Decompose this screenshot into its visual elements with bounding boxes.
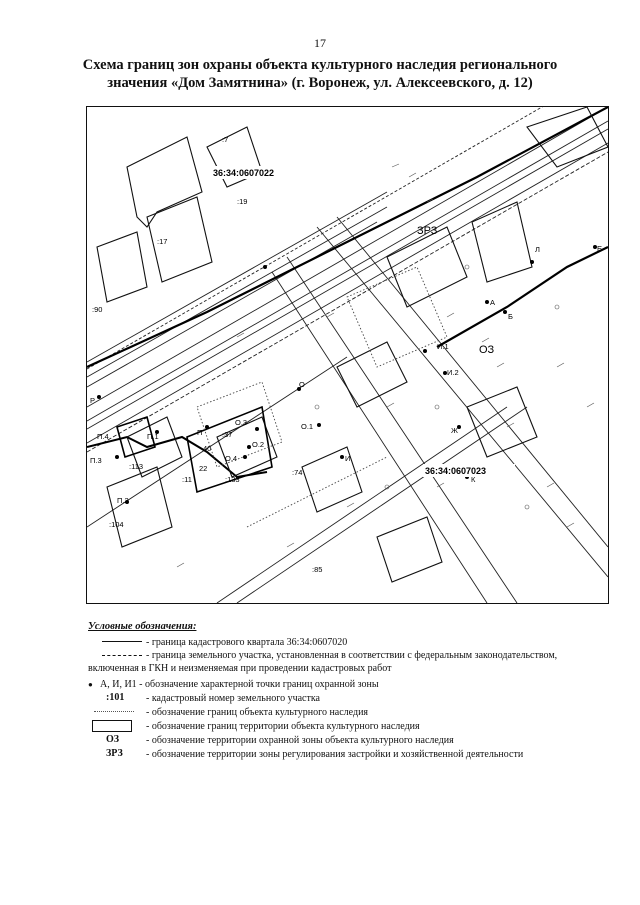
legend-text: - граница земельного участка, установленная в соответствии с федеральным законодательством, включенная в ГКН и неизменяемая при проведении кадастровых работ [88, 650, 558, 674]
parcel-label-85: :85 [312, 565, 323, 574]
street-band-middle [87, 192, 387, 387]
box-symbol [88, 719, 146, 733]
parcel-label-37: :37 [222, 430, 233, 439]
point-label-i2: И.2 [447, 368, 459, 377]
quarter-label-bottom: 36:34:0607023 [425, 466, 487, 476]
map-legend [88, 620, 608, 761]
legend-title: Условные обозначения: [88, 621, 197, 632]
point-label-p2: П.2 [117, 496, 129, 505]
legend-text: - обозначение границ объекта культурного наследия [146, 706, 369, 718]
title-line-2: значения «Дом Замятнина» (г. Воронеж, ул. Алексеевского, д. 12) [107, 75, 533, 91]
parcel-label-22: 22 [199, 464, 208, 473]
zone-label-zrz: ЗРЗ [417, 225, 438, 237]
legend-item-cadastral-number [88, 691, 608, 705]
boundary-points [97, 245, 597, 504]
dotted-line-symbol [88, 705, 146, 719]
legend-item-oz [88, 733, 608, 747]
quarter-boundary-2 [437, 247, 608, 347]
parcel-label-40: 40 [203, 444, 212, 453]
point-symbol: ● [88, 679, 93, 689]
parcel-label-90: :90 [92, 305, 103, 314]
point-label-i1: И.1 [437, 342, 449, 351]
point-label-p1: П.1 [147, 432, 159, 441]
point-label-a: А [490, 298, 496, 307]
quarter-label-top: 36:34:0607022 [213, 168, 275, 178]
solid-line-symbol [88, 635, 146, 649]
point-label-o4: О.4 [225, 454, 238, 463]
point-label-e: Е [597, 244, 603, 253]
legend-item-points [88, 677, 608, 691]
point-label-i: И [345, 454, 351, 463]
point-label-p3: П.3 [90, 456, 102, 465]
legend-text: - граница кадастрового квартала 36:34:0607020 [146, 636, 348, 648]
street-band-lower [87, 357, 527, 603]
point-label-o2: О.2 [252, 440, 265, 449]
parcel-label-133: :133 [225, 475, 240, 484]
legend-text: - обозначение территории зоны регулирования застройки и хозяйственной деятельности [146, 748, 524, 760]
parcel-label-11: :11 [182, 475, 192, 484]
code-symbol: :101 [106, 692, 125, 703]
parcel-label-17: :17 [157, 237, 168, 246]
code-symbol: ОЗ [106, 734, 120, 745]
parcel-label-7: :7 [222, 135, 229, 144]
point-label-zh: Ж [451, 426, 458, 435]
heritage-territory [117, 407, 272, 492]
parcels [97, 107, 608, 582]
legend-item-parcel-boundary [88, 649, 608, 675]
street-band-upper [87, 107, 608, 452]
legend-item-heritage-territory [88, 719, 608, 733]
point-label-o3: О.3 [235, 418, 248, 427]
point-label-b: Б [508, 312, 513, 321]
dash-line-symbol [88, 649, 146, 663]
legend-text: - обозначение территории охранной зоны объекта культурного наследия [146, 734, 454, 746]
zone-label-oz: ОЗ [479, 344, 495, 356]
legend-text: - кадастровый номер земельного участка [146, 692, 320, 704]
page-title [70, 56, 570, 92]
parcel-label-74: :74 [292, 468, 303, 477]
parcel-label-104: :104 [109, 520, 124, 529]
title-line-1: Схема границ зон охраны объекта культурного наследия регионального [82, 57, 558, 73]
legend-item-zrz [88, 747, 608, 761]
legend-text: - обозначение границ территории объекта культурного наследия [146, 720, 420, 732]
map-texture [177, 164, 594, 567]
point-label-o1: О.1 [301, 422, 314, 431]
point-label-p4: П.4 [97, 432, 109, 441]
point-label-p: П [197, 428, 203, 437]
legend-text: А, И, И1 - обозначение характерной точки границ охранной зоны [100, 678, 379, 690]
point-label-o: О [299, 380, 305, 389]
point-label-k: К [471, 475, 476, 484]
point-label-r: Р [90, 396, 96, 405]
code-symbol: ЗРЗ [106, 748, 123, 759]
cadastral-map [86, 106, 609, 604]
page-number: 17 [314, 36, 326, 50]
parcel-label-19: :19 [237, 197, 248, 206]
legend-item-heritage-object [88, 705, 608, 719]
legend-item-quarter-boundary [88, 635, 608, 649]
point-label-l: Л [535, 245, 540, 254]
parcel-label-113: :113 [129, 462, 144, 471]
